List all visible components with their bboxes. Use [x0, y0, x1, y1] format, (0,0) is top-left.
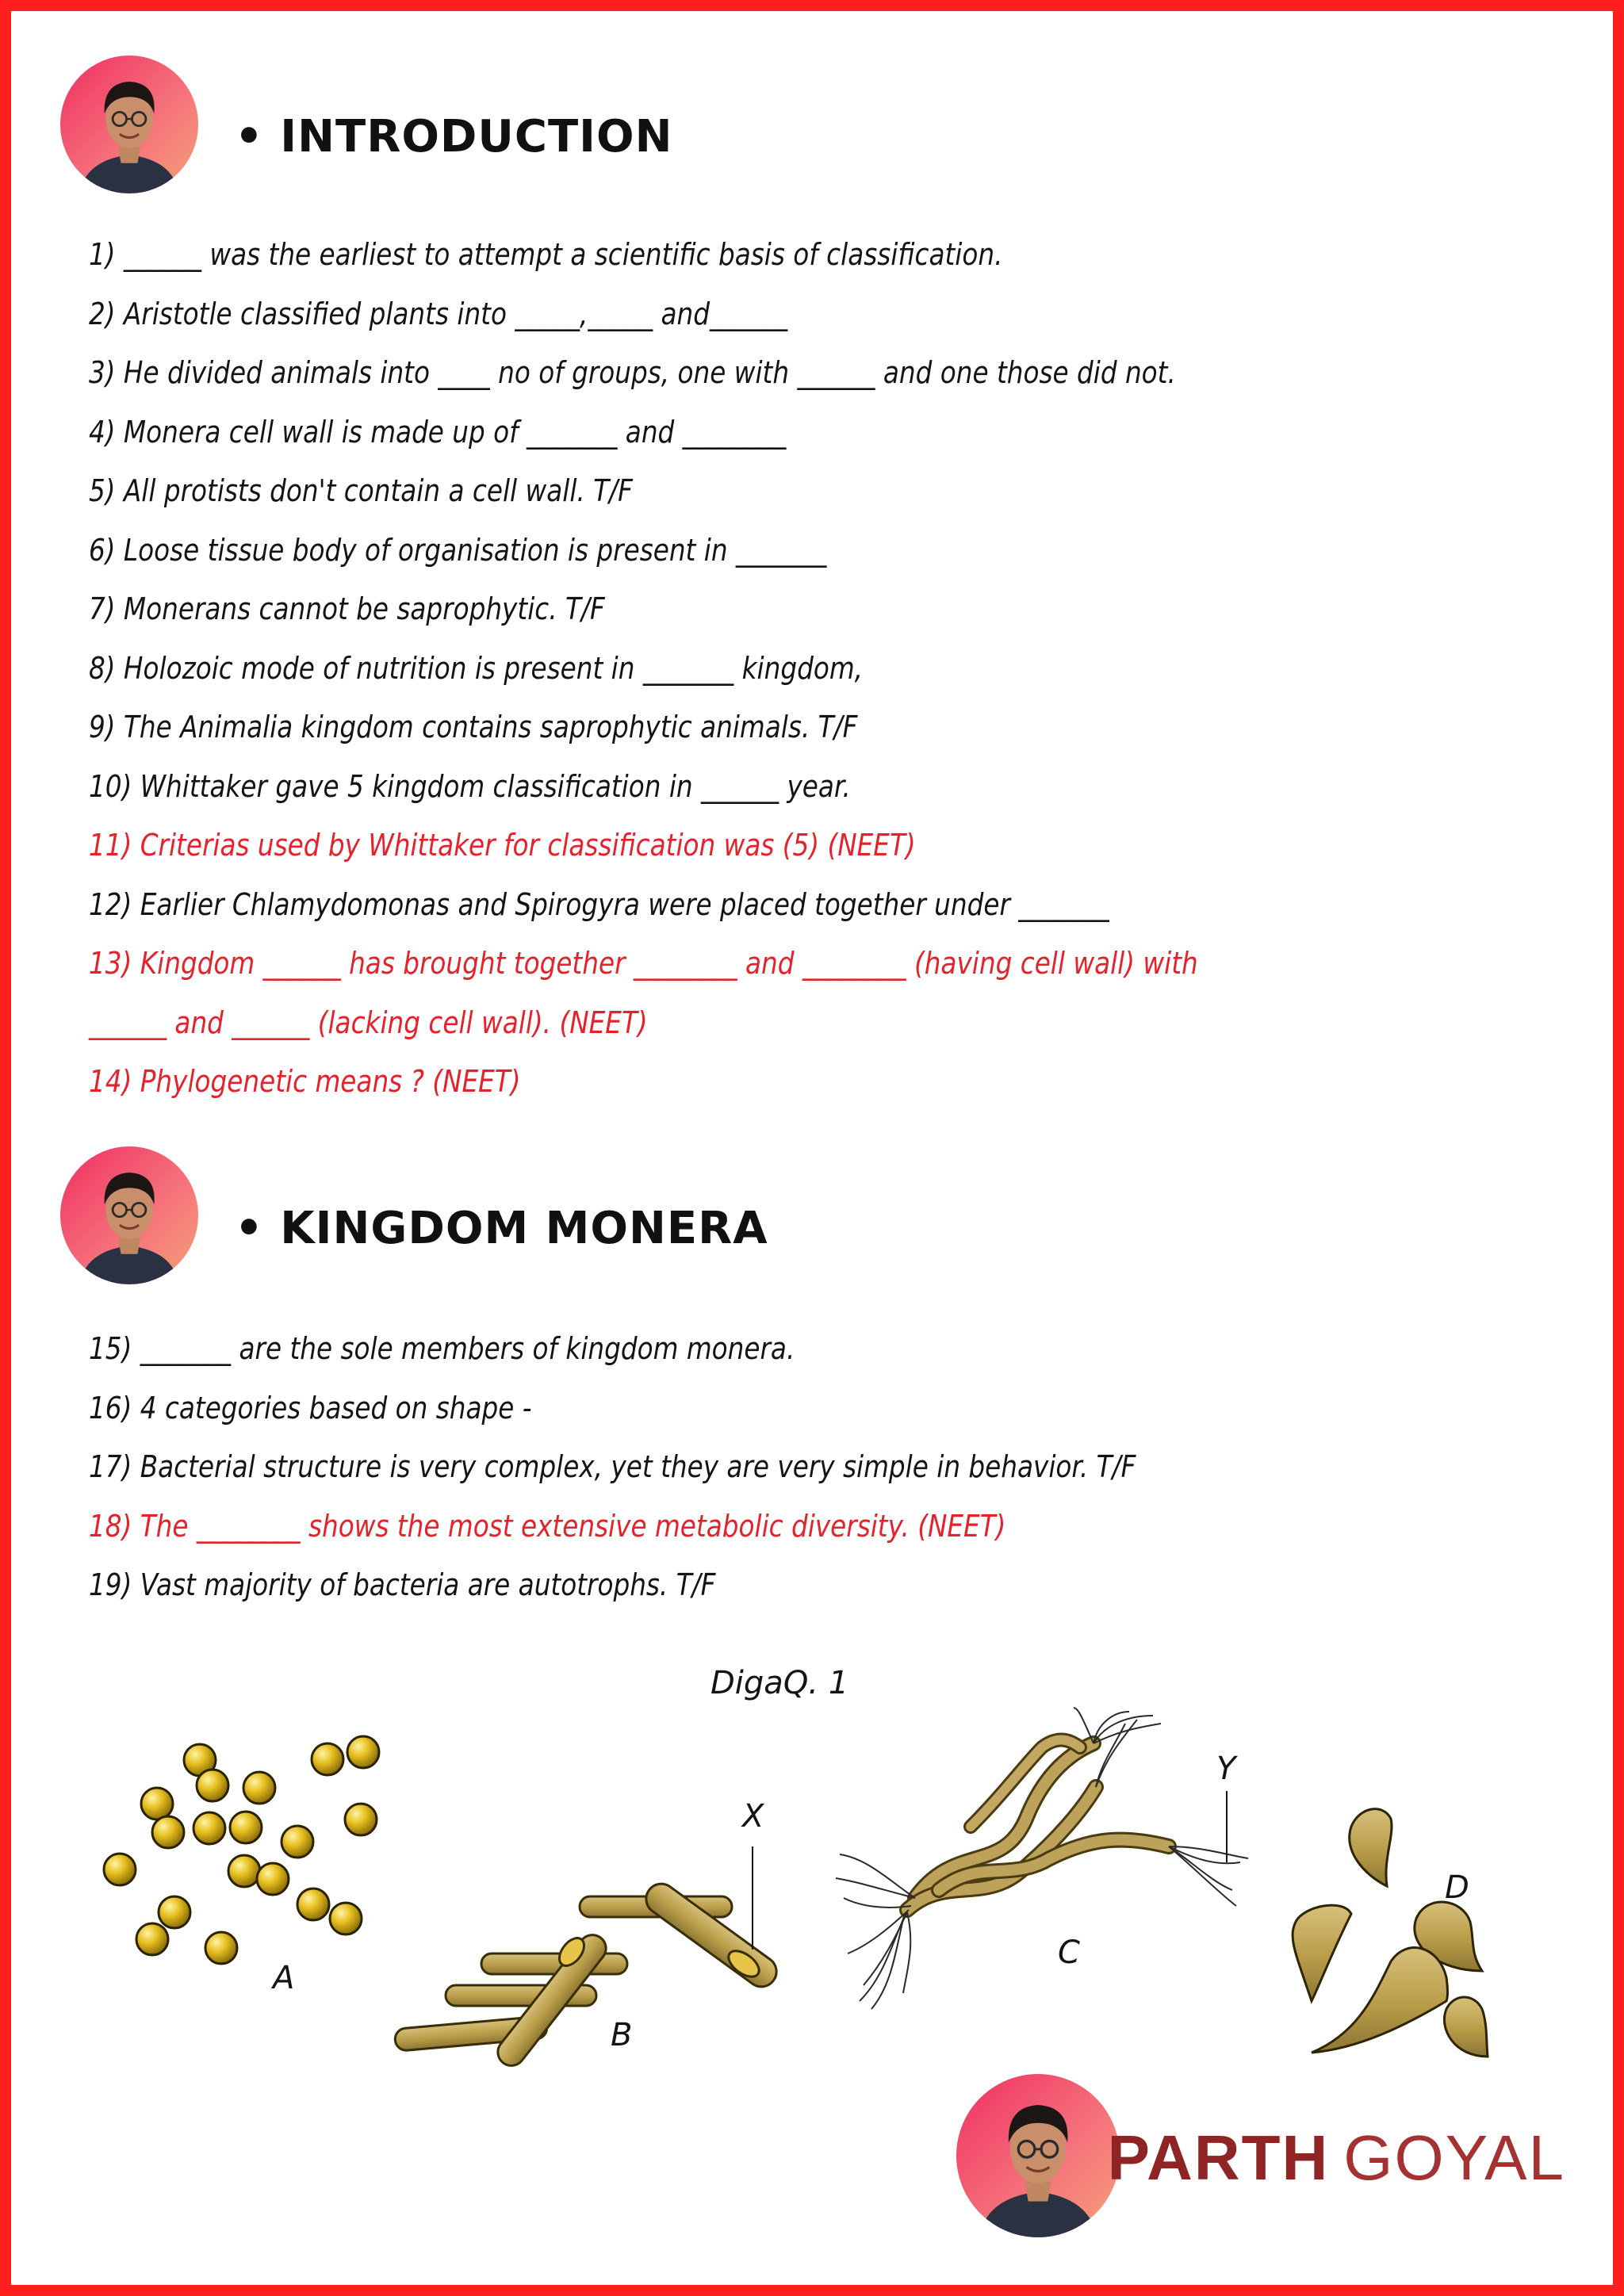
question-item: 17) Bacterial structure is very complex, yet they are very simple in behavior. T/F: [89, 1449, 1136, 1484]
question-item: 19) Vast majority of bacteria are autotrophs. T/F: [89, 1567, 716, 1602]
bacilli-group: [394, 1878, 782, 2072]
question-item: 2) Aristotle classified plants into _____,_____ and______: [89, 296, 788, 331]
coccus: [104, 1854, 136, 1885]
coccus: [243, 1772, 275, 1804]
bacillus: [640, 1878, 782, 1993]
label-c: C: [1058, 1934, 1080, 1971]
coccus: [193, 1812, 225, 1844]
author-portrait-icon: [956, 2074, 1120, 2237]
vibrio-group: [1293, 1809, 1488, 2057]
question-item-neet: 14) Phylogenetic means ? (NEET): [89, 1064, 521, 1099]
question-item: 10) Whittaker gave 5 kingdom classification in ______ year.: [89, 768, 851, 804]
question-item: 8) Holozoic mode of nutrition is present in _______ kingdom,: [89, 650, 864, 686]
coccus: [228, 1855, 260, 1887]
question-item: 1) ______ was the earliest to attempt a scientific basis of classification.: [89, 237, 1003, 272]
spirilla-group: [836, 1708, 1248, 2009]
question-item-neet: 13) Kingdom ______ has brought together ________ and ________ (having cell wall) with: [89, 946, 1198, 981]
question-item: 9) The Animalia kingdom contains saprophytic animals. T/F: [89, 710, 858, 744]
coccus: [230, 1812, 262, 1843]
vibrio: [1312, 1948, 1448, 2053]
coccus: [330, 1903, 362, 1934]
question-item: 6) Loose tissue body of organisation is present in _______: [89, 532, 827, 568]
coccus: [347, 1736, 379, 1768]
section-title-kingdom-monera: • KINGDOM MONERA: [235, 1203, 768, 1254]
coccus: [197, 1770, 228, 1801]
coccus: [159, 1896, 190, 1928]
coccus: [345, 1804, 377, 1835]
label-a: A: [273, 1960, 295, 1996]
brand-name: [1108, 2122, 1565, 2195]
question-item: 16) 4 categories based on shape -: [89, 1390, 532, 1425]
coccus: [152, 1816, 184, 1848]
label-x: X: [742, 1798, 764, 1835]
label-d: D: [1445, 1869, 1469, 1906]
coccus: [205, 1932, 237, 1964]
question-item: 12) Earlier Chlamydomonas and Spirogyra were placed together under _______: [89, 886, 1109, 922]
coccus: [297, 1888, 329, 1920]
question-item: 7) Monerans cannot be saprophytic. T/F: [89, 591, 605, 626]
coccus: [312, 1743, 343, 1775]
label-b: B: [611, 2017, 633, 2053]
vibrio: [1293, 1905, 1351, 2001]
coccus: [257, 1863, 289, 1895]
question-item-neet-continued: ______ and ______ (lacking cell wall). (NEET): [89, 1004, 648, 1040]
author-avatar-footer: [956, 2074, 1120, 2237]
brand-last-name: GOYAL: [1343, 2122, 1565, 2193]
question-item-neet: 11) Criterias used by Whittaker for classification was (5) (NEET): [89, 828, 916, 863]
bacillus: [481, 1954, 627, 1974]
vibrio: [1444, 1997, 1488, 2057]
question-item: 5) All protists don't contain a cell wall. T/F: [89, 473, 633, 508]
question-item: 3) He divided animals into ____ no of groups, one with ______ and one those did not.: [89, 355, 1176, 390]
cocci-cluster: [104, 1736, 379, 1964]
coccus: [136, 1923, 168, 1955]
question-item: 15) _______ are the sole members of kingdom monera.: [89, 1331, 795, 1366]
brand-first-name: PARTH: [1107, 2122, 1330, 2193]
bacteria-shapes-diagram: [11, 11, 1613, 2286]
label-y: Y: [1216, 1751, 1236, 1787]
section-title-introduction: • INTRODUCTION: [235, 111, 673, 163]
coccus: [282, 1826, 313, 1858]
diagram-title: DigaQ. 1: [710, 1665, 849, 1701]
question-item-neet: 18) The ________ shows the most extensive metabolic diversity. (NEET): [89, 1508, 1006, 1544]
question-item: 4) Monera cell wall is made up of _______ and ________: [89, 414, 787, 450]
vibrio: [1350, 1809, 1392, 1886]
coccus: [141, 1788, 173, 1820]
